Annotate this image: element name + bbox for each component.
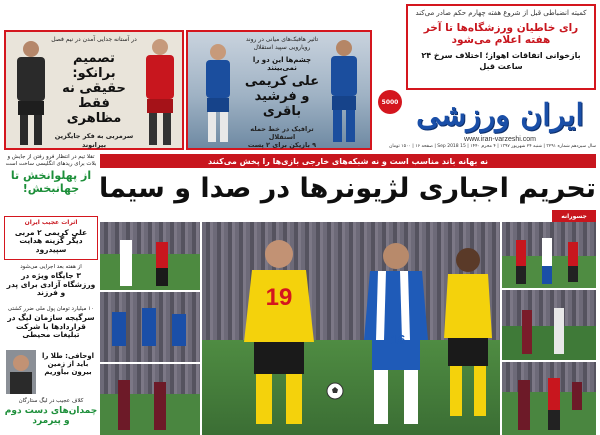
mini2-players (100, 296, 200, 362)
left-item6-headline: چمدان‌های دست دوم و پیرمرد (4, 406, 98, 427)
coach-figure (138, 36, 182, 148)
thumb3-players (502, 368, 596, 434)
middle-sub-2: ۹ بازیکن برای ۲ پست (247, 141, 317, 150)
middle-headline-1: چشم‌ها این دو را نمی‌بینند (252, 55, 312, 72)
left-top-headline-1: تصمیم برانکو: (72, 50, 116, 81)
middle-kicker: تاثیر هافبک‌های میانی در روند رویارویی سپید استقلال (245, 36, 319, 51)
middle-top-box (186, 30, 372, 150)
mini-photo-2 (100, 292, 200, 362)
left-item5-headline: اوحافی: طلا را باید از زمین بیرون بیاوریم (41, 352, 95, 377)
watford-player (224, 232, 334, 432)
masthead-url[interactable]: www.iran-varzeshi.com (464, 136, 536, 143)
middle-sub-1: ترافیک در خط حمله استقلال (250, 124, 314, 141)
right-thumb-2 (502, 290, 596, 360)
left-top-headline-2: حقیقی نه (62, 80, 126, 96)
mini3-players (100, 370, 200, 434)
watford-number: 19 (265, 284, 293, 311)
ball-icon (326, 382, 344, 400)
right-thumb-1 (502, 222, 596, 288)
thumb2-players (502, 300, 596, 358)
referee-figure (8, 38, 54, 148)
left-item4-headline: سرگیجه سازمان لیگ در قراردادها با شرکت تبلیغات محیطی (7, 313, 95, 340)
left-item4 (4, 306, 98, 340)
main-subhead-band (100, 154, 596, 168)
mini-photo-3 (100, 364, 200, 435)
masthead-badge (378, 90, 402, 114)
left-top-text-block (50, 36, 138, 148)
left-item2-text: علی کریمی ۲ مربی دیگر گزینه هدایت سپیدرود (14, 227, 88, 255)
top-right-box (406, 4, 596, 90)
badge-text: 5000 (381, 98, 399, 106)
left-top-sub: سرمربی به فکر جایگزین بیرانوند (54, 132, 134, 149)
left-item2-kicker: اثرات عجیب ایران (24, 219, 78, 226)
player-figure-left (194, 42, 242, 146)
top-right-kicker: کمیته انضباطی قبل از شروع هفته چهارم حکم صادر می‌کند (415, 9, 587, 17)
masthead-logo (406, 92, 594, 138)
mini1-players (100, 230, 200, 290)
left-item3 (4, 264, 98, 298)
left-item2-box (4, 216, 98, 260)
middle-headline-3: و فرشید باقری (254, 88, 310, 119)
middle-text-block (240, 36, 324, 150)
top-right-headline: رای خاطیان ورزشگاه‌ها تا آخر هفته اعلام می‌شود (423, 22, 579, 47)
left-item1-headline: از پهلوانخش تا جهانبخش! (10, 169, 92, 195)
right-thumb-3 (502, 362, 596, 435)
main-subhead: نه بهانه باند مناسب است و نه شبکه‌های خارجی بازی‌ها را پخش می‌کنند (207, 156, 489, 166)
middle-headline-2: علی کریمی (244, 73, 320, 89)
top-right-sub: بازخوانی اتفاقات اهواز؛ اختلاف سرخ ۲۴ ساعت قبل (421, 51, 581, 71)
side-tag-label: جسورانه (561, 212, 587, 220)
player-figure-right (320, 38, 368, 146)
brighton-number: 16 (390, 332, 406, 347)
logo-text: ایران ورزشی (416, 97, 584, 133)
left-top-box (4, 30, 184, 150)
left-item5 (4, 350, 98, 394)
mini-photo-1 (100, 222, 200, 290)
main-photo (202, 222, 500, 435)
left-item3-headline: ۳ جایگاه ویژه در ورزشگاه آزادی برای پدر و فرزند (6, 271, 96, 298)
main-headline: تحریم اجباری لژیونرها در صدا و سیما (99, 173, 596, 204)
side-tag (552, 210, 596, 222)
masthead-date-line: سال سیزدهم شماره ۳۲۹۱ | شنبه ۲۴ شهریور ۱۳۹۷ | ۴ محرم ۱۴۴۰ | 15 Sep 2018 | صفحه ۱۶ | ۱۵۰۰ تومان (389, 144, 596, 149)
left-item1-kicker: تقلا تیم در انتظار فرو رفتن از جایش و بلات برای ریدهای انگلیسی ساخت است (5, 154, 97, 168)
left-item6 (4, 398, 98, 427)
left-item4-kicker: ۱۰ میلیارد تومان پول ملی ضرر کشتی (7, 306, 95, 312)
thumb1-players (502, 230, 596, 288)
watford-player-2 (438, 242, 498, 422)
left-top-headline-3: فقط مظاهری (66, 95, 122, 126)
left-top-kicker: در آستانه جدایی آمدن در نیم فصل (51, 36, 137, 43)
left-item6-kicker: کلاف عجیب در لیگ ستارگان (18, 398, 84, 404)
left-item3-kicker: از هفته بعد اجرایی می‌شود (20, 264, 82, 270)
left-column (4, 154, 98, 435)
left-item5-photo (6, 350, 36, 394)
